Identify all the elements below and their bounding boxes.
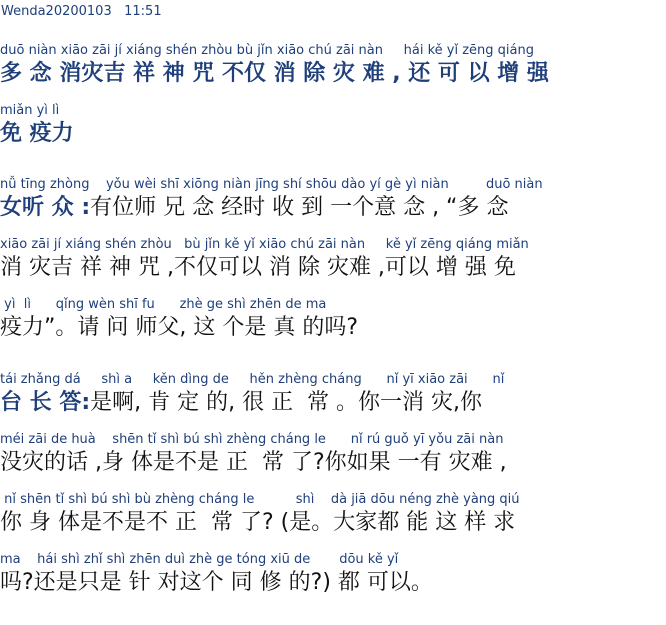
line-pinyin: tái zhǎng dá shì a kěn dìng de hěn zhèng cháng nǐ yī xiāo zāi nǐ bbox=[0, 372, 505, 387]
line-pinyin: nǚ tīng zhòng yǒu wèi shī xiōng niàn jīng shí shōu dào yí gè yì niàn duō niàn bbox=[0, 177, 543, 192]
title-text: 多 念 消灾吉 祥 神 咒 不仅 消 除 灾 难 , 还 可 以 增 强 bbox=[0, 61, 549, 86]
title-pinyin: duō niàn xiāo zāi jí xiáng shén zhòu bù jǐn xiāo chú zāi nàn hái kě yǐ zēng qiáng bbox=[0, 43, 535, 58]
line-text: 吗?还是只是 针 对这个 同 修 的?) 都 可以。 bbox=[0, 570, 433, 595]
speaker-label: 台 长 答: bbox=[0, 390, 91, 415]
title-pinyin: miǎn yì lì bbox=[0, 103, 60, 118]
header bbox=[1, 4, 162, 19]
header-time: 11:51 bbox=[124, 4, 162, 19]
header-gap bbox=[112, 4, 124, 19]
line-pinyin: xiāo zāi jí xiáng shén zhòu bù jǐn kě yǐ xiāo chú zāi nàn kě yǐ zēng qiáng miǎn bbox=[0, 237, 529, 252]
line-pinyin: méi zāi de huà shēn tǐ shì bú shì zhèng cháng le nǐ rú guǒ yī yǒu zāi nàn bbox=[0, 432, 504, 447]
line-text: 是啊, 肯 定 的, 很 正 常 。你一消 灾,你 bbox=[90, 390, 483, 415]
line-pinyin: nǐ shēn tǐ shì bú shì bù zhèng cháng le shì dà jiā dōu néng zhè yàng qiú bbox=[0, 492, 520, 507]
title-text: 免 疫力 bbox=[0, 121, 74, 146]
line-text: 你 身 体是不是不 正 常 了? (是。大家都 能 这 样 求 bbox=[0, 510, 516, 535]
line-pinyin: ma hái shì zhǐ shì zhēn duì zhè ge tóng xiū de dōu kě yǐ bbox=[0, 552, 399, 567]
header-id: Wenda20200103 bbox=[1, 4, 112, 19]
line-pinyin: yì lì qǐng wèn shī fu zhè ge shì zhēn de ma bbox=[0, 297, 327, 312]
speaker-label: 女听 众 : bbox=[0, 195, 91, 220]
line-text: 疫力”。请 问 师父, 这 个是 真 的吗? bbox=[0, 315, 359, 340]
line-text: 没灾的话 ,身 体是不是 正 常 了?你如果 一有 灾难 , bbox=[0, 450, 507, 475]
line-text: 消 灾吉 祥 神 咒 ,不仅可以 消 除 灾难 ,可以 增 强 免 bbox=[0, 255, 516, 280]
line-text: 有位师 兄 念 经时 收 到 一个意 念 , “多 念 bbox=[90, 195, 509, 220]
